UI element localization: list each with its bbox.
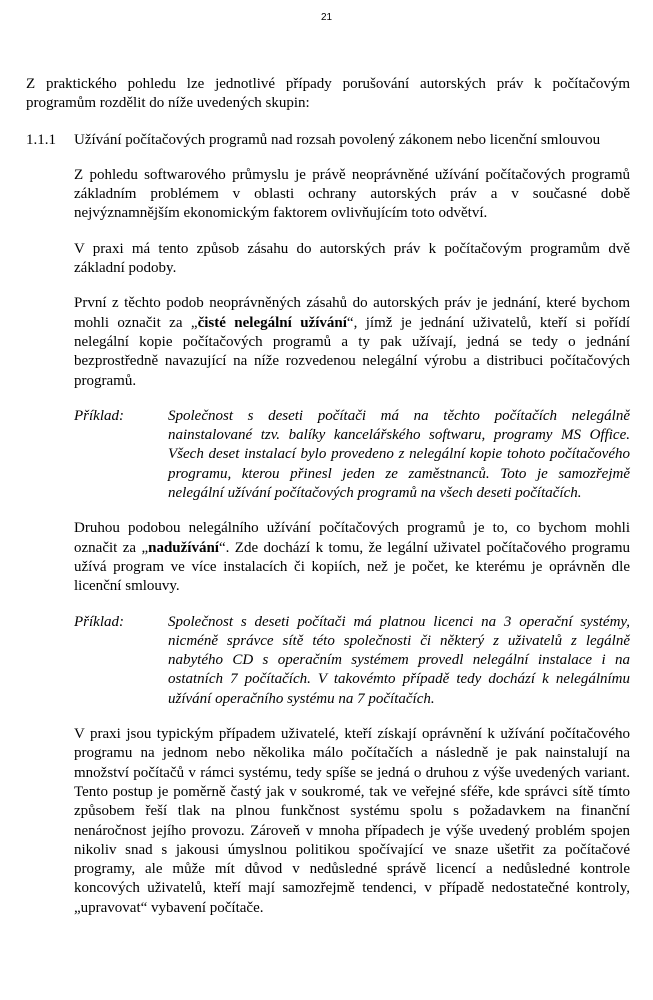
example-2-text: Společnost s deseti počítači má platnou licenci na 3 operační systémy, nicméně správce sítě této společnosti či některý z uživatelů z legálně nabytého CD s operačním systémem provedl nelegální instalace i na ostatních 7 počítačích. V takovémto případě tedy dochází k nelegálnímu užívání operačního systému na 7 počítačích. <box>168 613 630 707</box>
document-body <box>26 75 630 918</box>
example-1 <box>74 407 630 503</box>
section-heading <box>26 131 630 150</box>
example-1-text: Společnost s deseti počítači má na těchto počítačích nelegálně nainstalované tzv. balíky kancelářského softwaru, programy MS Office. Všech deset instalací bylo provedeno z nelegální kopie tohoto počítačového programu, kterou přinesl jeden ze zaměstnanců. Toto je samozřejmě nelegální užívání počítačových programů na všech deseti počítačích. <box>168 407 630 502</box>
example-2 <box>74 613 630 709</box>
paragraph-4-text-a: Druhou podobou nelegálního užívání počítačových programů je to, co bychom mohli označit za „ <box>74 520 630 556</box>
example-2-label: Příklad: <box>74 613 124 630</box>
paragraph-3 <box>74 294 630 390</box>
term-overuse: nadužívání <box>148 539 219 556</box>
paragraph-4-text-b: “. Zde dochází k tomu, že legální uživatel počítačového programu užívá program ve více instalacích či kopiích, než je počet, ke kterému je oprávněn dle licenční smlouvy. <box>74 539 631 595</box>
example-1-label: Příklad: <box>74 407 124 424</box>
paragraph-1: Z pohledu softwarového průmyslu je právě neoprávněné užívání počítačových programů základním problémem v oblasti ochrany autorských práv a v současné době nejvýznamnějším ekonomickým faktorem ovlivňujícím toto odvětví. <box>74 166 630 222</box>
term-clean-illegal-use: čisté nelegální užívání <box>197 314 347 331</box>
page-number: 21 <box>320 12 333 23</box>
section-number: 1.1.1 <box>26 131 56 148</box>
section-title: Užívání počítačových programů nad rozsah povolený zákonem nebo licenční smlouvou <box>74 131 601 148</box>
intro-paragraph: Z praktického pohledu lze jednotlivé případy porušování autorských práv k počítačovým programům rozdělit do níže uvedených skupin: <box>26 76 630 112</box>
paragraph-2: V praxi má tento způsob zásahu do autorských práv k počítačovým programům dvě základní podoby. <box>74 240 630 277</box>
paragraph-3-text-a: První z těchto podob neoprávněných zásahů do autorských práv je jednání, které bychom mohli označit za „ <box>74 295 630 331</box>
paragraph-4 <box>74 519 630 596</box>
paragraph-5: V praxi jsou typickým případem uživatelé, kteří získají oprávnění k užívání počítačového programu na jednom nebo několika málo počítačích a následně je pak nainstalují na množství počítačů v rámci systému, tedy spíše se jedná o druhou z výše uvedených variant. Tento postup je poměrně častý jak v soukromé, tak ve veřejné sféře, kde správci sítě tímto způsobem řeší tlak na plnou funkčnost systému spolu s požadavkem na finanční nenáročnost jejího provozu. Zároveň v mnoha případech je výše uvedený problém spojen nikoliv snad s jakousi úmyslnou politikou spočívající ve snaze ušetřit za počítačové programy, ale může mít důvod v nedůsledné správě licencí a nedůsledné kontrole koncových uživatelů, kteří mají samozřejmě tendenci, v případě nedostatečné kontroly, „upravovat“ vybavení počítače. <box>74 726 630 916</box>
paragraph-3-text-b: “, jímž je jednání uživatelů, kteří si pořídí nelegální kopie počítačových programů a ty pak užívají, jedná se tedy o jednání bezprostředně navazující na níže rozvedenou nelegální výrobu a distribuci počítačových programů. <box>74 314 630 389</box>
